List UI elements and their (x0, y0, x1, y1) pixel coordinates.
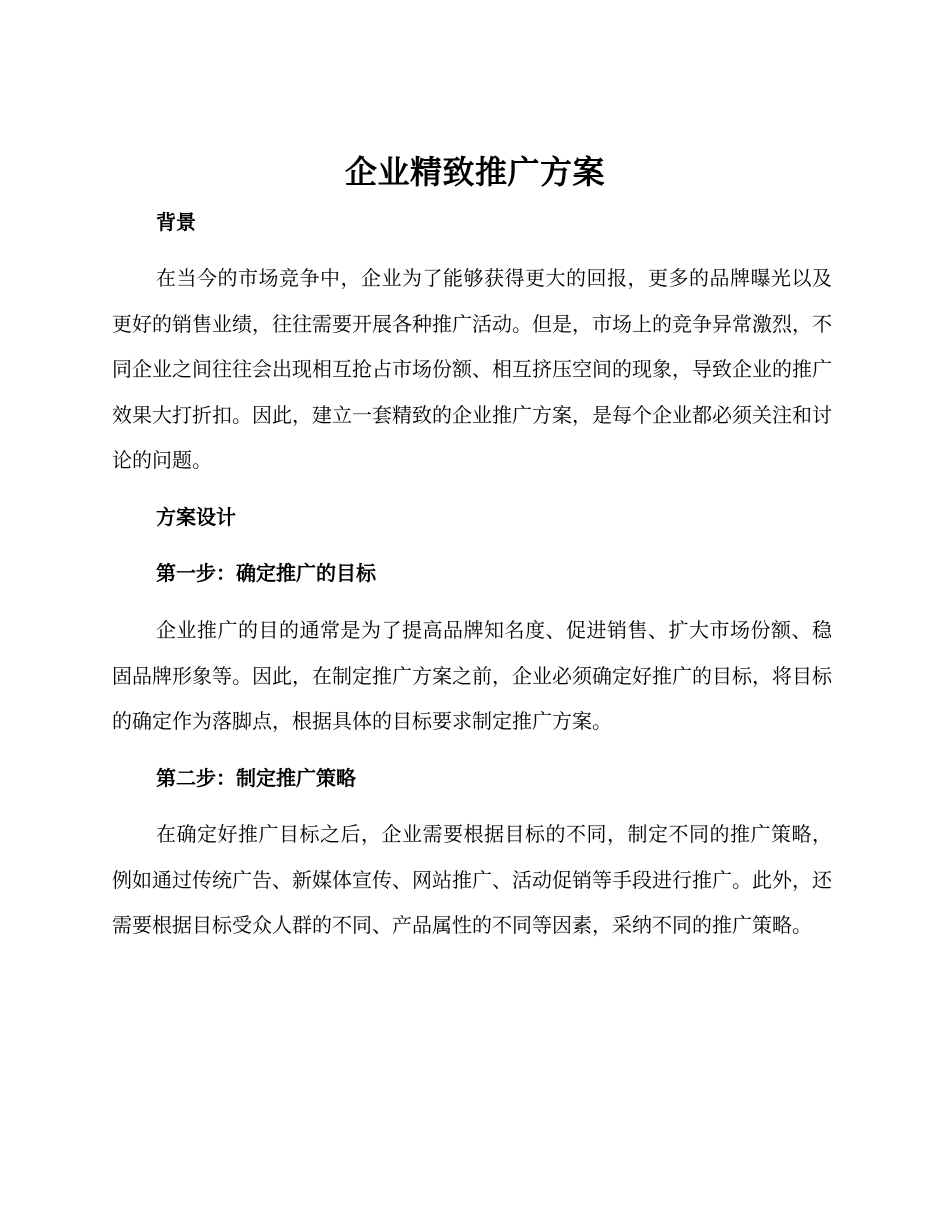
section-heading-plan-design: 方案设计 (156, 505, 236, 529)
section-heading-background: 背景 (156, 210, 196, 234)
paragraph-step-one: 企业推广的目的通常是为了提高品牌知名度、促进销售、扩大市场份额、稳固品牌形象等。因此，在制定推广方案之前，企业必须确定好推广的目标，将目标的确定作为落脚点，根据具体的目标要求制定推广方案。 (112, 618, 832, 733)
document-title: 企业精致推广方案 (344, 153, 605, 191)
section-heading-step-two: 第二步：制定推广策略 (156, 766, 356, 790)
paragraph-background: 在当今的市场竞争中，企业为了能够获得更大的回报，更多的品牌曝光以及更好的销售业绩，往往需要开展各种推广活动。但是，市场上的竞争异常激烈，不同企业之间往往会出现相互抢占市场份额、相互挤压空间的现象，导致企业的推广效果大打折扣。因此，建立一套精致的企业推广方案，是每个企业都必须关注和讨论的问题。 (112, 266, 832, 472)
paragraph-step-two: 在确定好推广目标之后，企业需要根据目标的不同，制定不同的推广策略，例如通过传统广告、新媒体宣传、网站推广、活动促销等手段进行推广。此外，还需要根据目标受众人群的不同、产品属性的不同等因素，采纳不同的推广策略。 (112, 822, 832, 937)
section-heading-step-one: 第一步：确定推广的目标 (156, 561, 376, 585)
